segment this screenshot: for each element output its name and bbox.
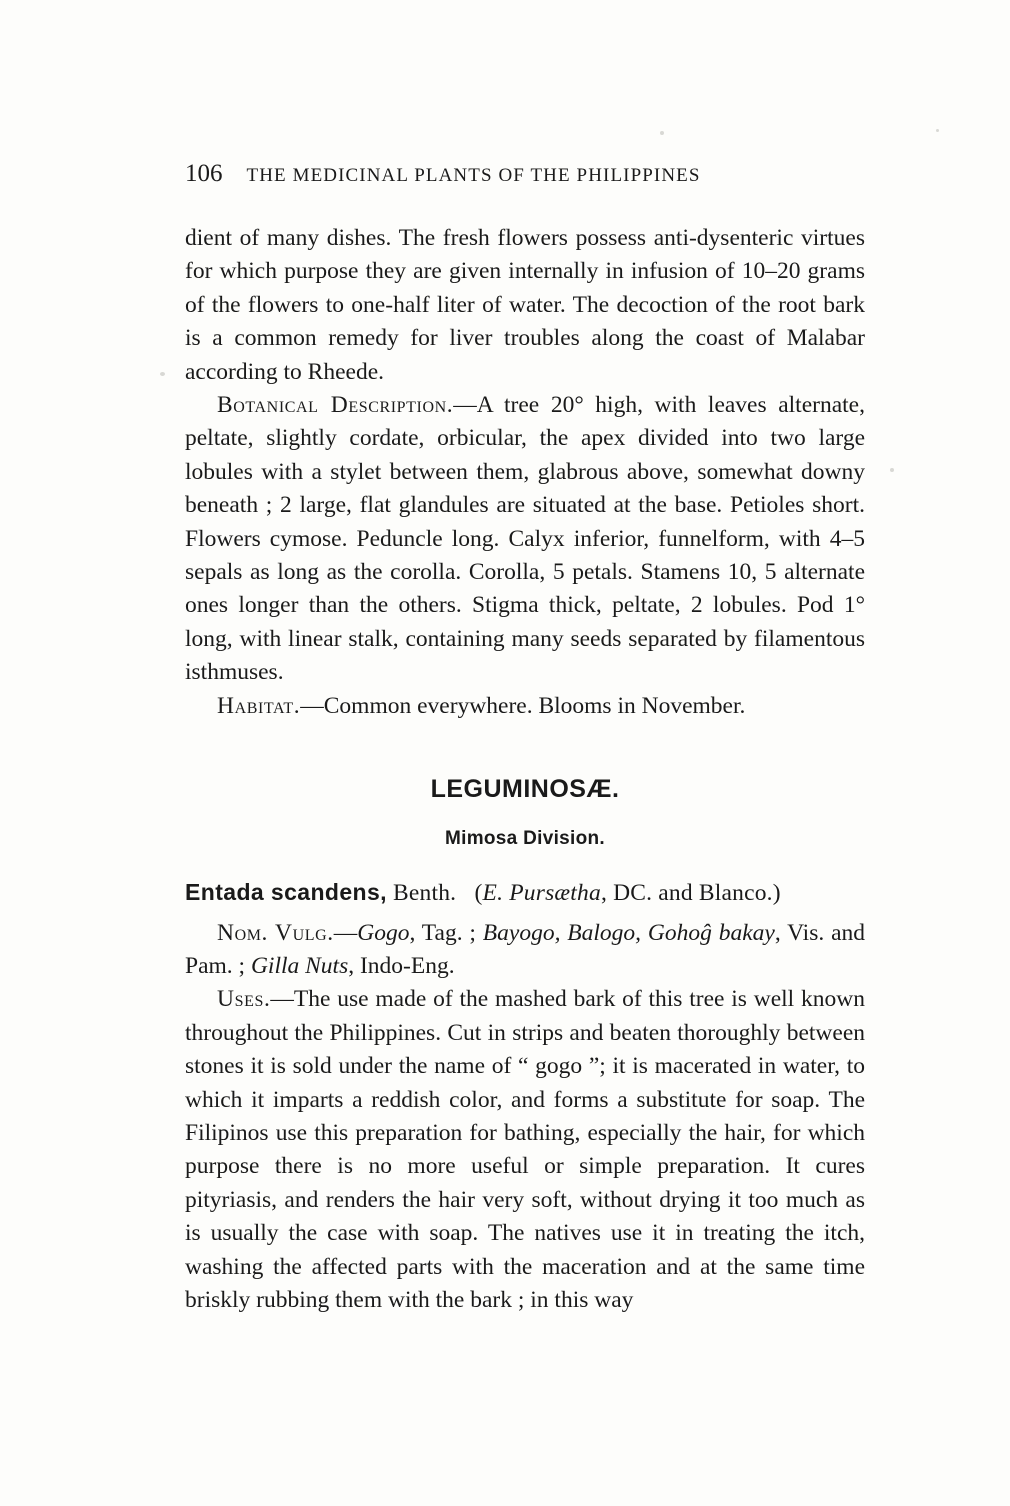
species-name: Entada scandens, xyxy=(185,879,387,906)
botanical-description-label: Botanical Description. xyxy=(217,392,454,419)
vernacular-name-3: Gilla Nuts xyxy=(250,952,349,979)
paragraph-botanical-description xyxy=(185,389,865,690)
page-content xyxy=(185,160,865,1317)
family-heading: LEGUMINOSÆ. xyxy=(430,775,620,804)
habitat-label: Habitat. xyxy=(217,692,301,719)
botanical-description-text: —A tree 20° high, with leaves alternate, peltate, slightly cordate, orbicular, the apex divided into two large lobules with a stylet between them, glabrous above, somewhat downy beneath ; 2 large, flat glandules are situated at the base. Petioles short. Flowers cymose. Peduncle long. Calyx inferior, funnelform, with 4–5 sepals as long as the corolla. Corolla, 5 petals. Stamens 10, 5 alternate ones longer than the others. Stigma thick, peltate, 2 lobules. Pod 1° long, with linear stalk, containing many seeds separated by filamentous isthmuses. xyxy=(185,392,865,686)
species-heading xyxy=(185,876,865,910)
nomenclature-dash: — xyxy=(333,919,358,946)
species-synonym-italic: E. Pursætha xyxy=(482,880,601,907)
scan-speck xyxy=(660,131,664,135)
species-synonym-rest: , DC. and Blanco.) xyxy=(600,880,781,907)
uses-text: —The use made of the mashed bark of this tree is well known throughout the Philippines. Cut in strips and beaten thoroughly between stones it is sold under the name of “ gogo ”; it is macerated in water, to which it imparts a reddish color, and forms a substitute for soap. The Filipinos use this preparation for bathing, especially the hair, for which purpose there is no more useful or simple preparation. It cures pityriasis, and renders the hair very soft, without drying it too much as is usually the case with soap. The natives use it in treating the itch, washing the affected parts with the maceration and at the same time briskly rubbing them with the bark ; in this way xyxy=(185,986,865,1313)
uses-label: Uses. xyxy=(217,986,271,1013)
running-title: THE MEDICINAL PLANTS OF THE PHILIPPINES xyxy=(246,165,701,186)
scan-speck xyxy=(890,468,894,472)
paragraph-uses xyxy=(185,983,865,1317)
paragraph-continued: dient of many dishes. The fresh flowers possess anti-dysenteric virtues for which purpose they are given internally in infusion of 10–20 grams of the flowers to one-half liter of water. The decoction of the root bark is a common remedy for liver troubles along the coast of Malabar according to Rheede. xyxy=(185,225,865,385)
vernacular-lang-2: , Vis. and Pam. ; xyxy=(185,919,865,979)
vernacular-name-1: Gogo xyxy=(357,919,410,946)
vernacular-lang-1: , Tag. ; xyxy=(409,919,483,946)
species-synonym-open: ( xyxy=(474,880,483,907)
vernacular-name-2: Bayogo, Balogo, Gohoĝ bakay xyxy=(482,919,775,946)
habitat-text: —Common everywhere. Blooms in November. xyxy=(300,692,746,719)
division-heading: Mimosa Division. xyxy=(444,828,605,850)
nomenclature-label: Nom. Vulg. xyxy=(217,919,334,946)
page-number: 106 xyxy=(185,160,223,187)
scan-speck xyxy=(160,372,165,376)
vernacular-lang-3: , Indo-Eng. xyxy=(348,952,455,979)
species-authority: Benth. xyxy=(393,880,457,907)
paragraph-nomenclature xyxy=(185,917,865,984)
paragraph-habitat xyxy=(185,690,865,723)
running-head xyxy=(185,160,865,188)
scan-speck xyxy=(936,129,939,132)
